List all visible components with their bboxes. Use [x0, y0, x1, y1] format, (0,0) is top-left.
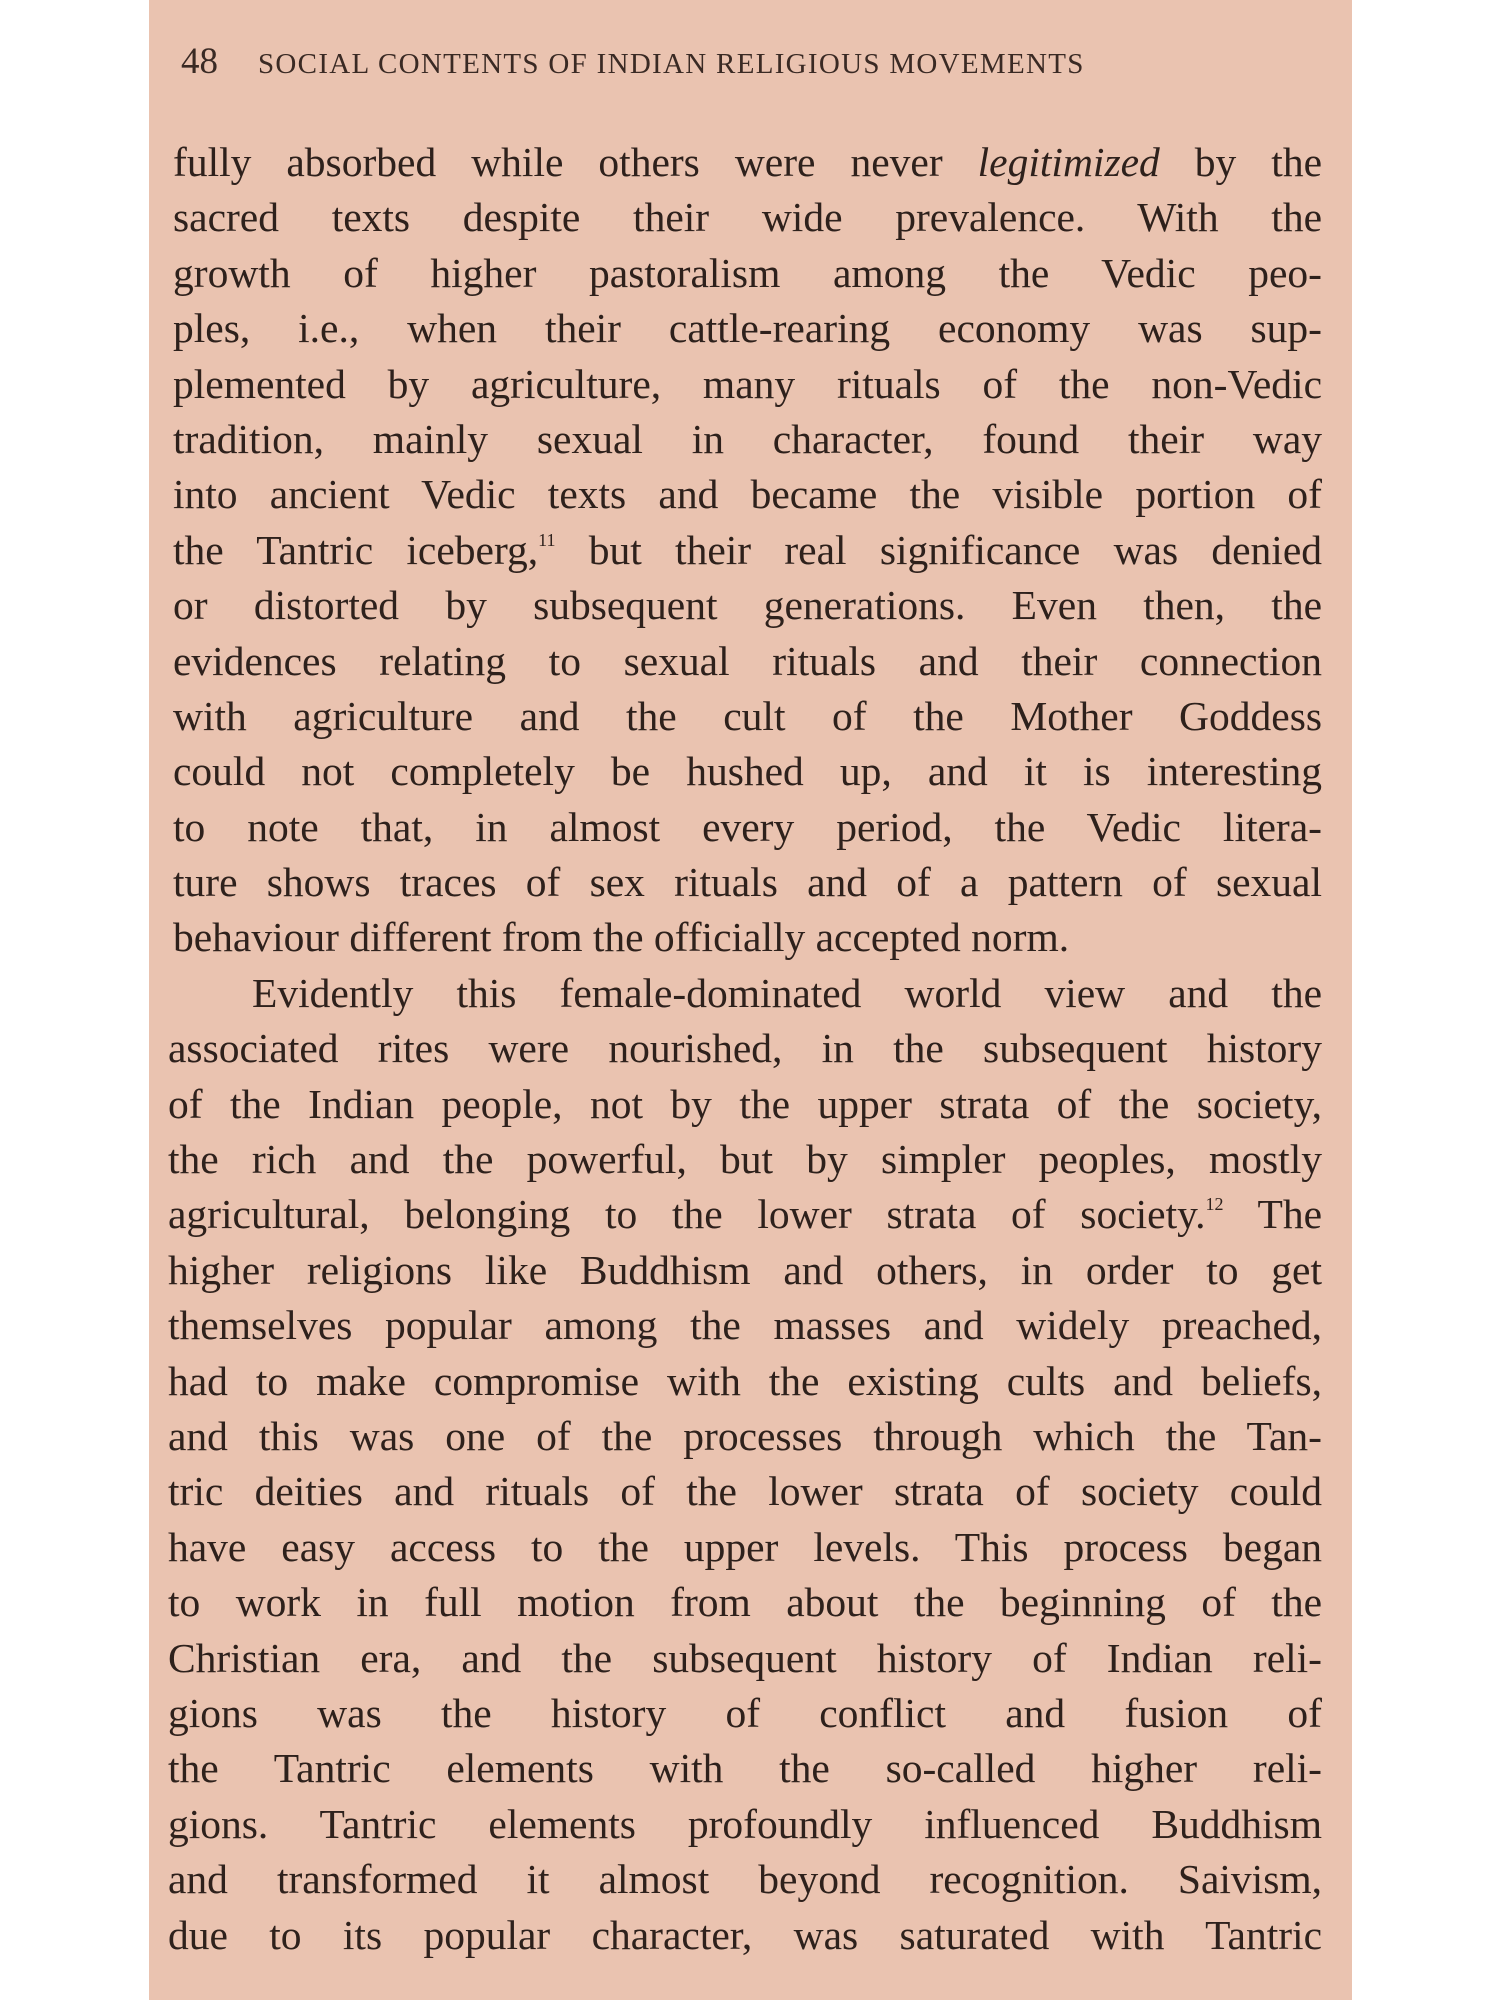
text-line: agricultural, belonging to the lower strata of society.$^{12}$ The: [168, 1191, 1322, 1238]
text-line: and transformed it almost beyond recognition. Saivism,: [168, 1856, 1322, 1903]
footnote-ref-11: 11: [538, 529, 556, 550]
text-line: due to its popular character, was saturated with Tantric: [168, 1911, 1322, 1958]
text-line: to note that, in almost every period, the Vedic litera-: [173, 803, 1322, 850]
footnote-ref-12: 12: [1205, 1194, 1224, 1215]
running-title: SOCIAL CONTENTS OF INDIAN RELIGIOUS MOVEMENTS: [258, 48, 1085, 80]
book-page: [149, 0, 1352, 2000]
text-line: ples, i.e., when their cattle-rearing economy was sup-: [173, 305, 1322, 352]
text-line: evidences relating to sexual rituals and their connection: [173, 637, 1322, 684]
text-line: gions. Tantric elements profoundly influenced Buddhism: [168, 1800, 1322, 1847]
text-line: to work in full motion from about the beginning of the: [168, 1579, 1322, 1626]
text-line: higher religions like Buddhism and others, in order to get: [168, 1246, 1322, 1293]
running-header: [181, 40, 1322, 100]
text-line: the Tantric elements with the so-called higher reli-: [168, 1745, 1322, 1792]
text-line: Evidently this female-dominated world view and the: [252, 969, 1322, 1016]
text-line: had to make compromise with the existing cults and beliefs,: [168, 1357, 1322, 1404]
italic-term: legitimized: [977, 139, 1160, 185]
text-line: could not completely be hushed up, and it is interesting: [173, 748, 1322, 795]
text-line: gions was the history of conflict and fusion of: [168, 1689, 1322, 1736]
text-line: themselves popular among the masses and widely preached,: [168, 1302, 1322, 1349]
paragraph-1: [173, 135, 1322, 966]
text-line: with agriculture and the cult of the Mother Goddess: [173, 692, 1322, 739]
text-line: Christian era, and the subsequent history of Indian reli-: [168, 1634, 1322, 1681]
page-number: 48: [181, 41, 218, 82]
text-line: into ancient Vedic texts and became the visible portion of: [173, 471, 1322, 518]
text-line: tradition, mainly sexual in character, found their way: [173, 415, 1322, 462]
text-line: the Tantric iceberg,$^{11}$ but their real significance was denied: [173, 526, 1322, 573]
text-line: associated rites were nourished, in the subsequent history: [168, 1025, 1322, 1072]
body-text: [168, 135, 1322, 1963]
paragraph-2: [168, 966, 1322, 1963]
text-line: plemented by agriculture, many rituals of the non-Vedic: [173, 360, 1322, 407]
text-line: and this was one of the processes through which the Tan-: [168, 1412, 1322, 1459]
text-line: fully absorbed while others were never legitimized by the: [173, 139, 1322, 185]
text-line: ture shows traces of sex rituals and of a pattern of sexual: [173, 859, 1322, 906]
text-line: or distorted by subsequent generations. Even then, the: [173, 582, 1322, 629]
text-line: sacred texts despite their wide prevalence. With the: [173, 194, 1322, 241]
text-line: tric deities and rituals of the lower strata of society could: [168, 1468, 1322, 1515]
text-line: have easy access to the upper levels. This process began: [168, 1523, 1322, 1570]
text-line: the rich and the powerful, but by simpler peoples, mostly: [168, 1136, 1322, 1183]
text-line: of the Indian people, not by the upper strata of the society,: [168, 1080, 1322, 1127]
text-line: growth of higher pastoralism among the Vedic peo-: [173, 249, 1322, 296]
text-line: behaviour different from the officially accepted norm.: [173, 914, 1070, 961]
